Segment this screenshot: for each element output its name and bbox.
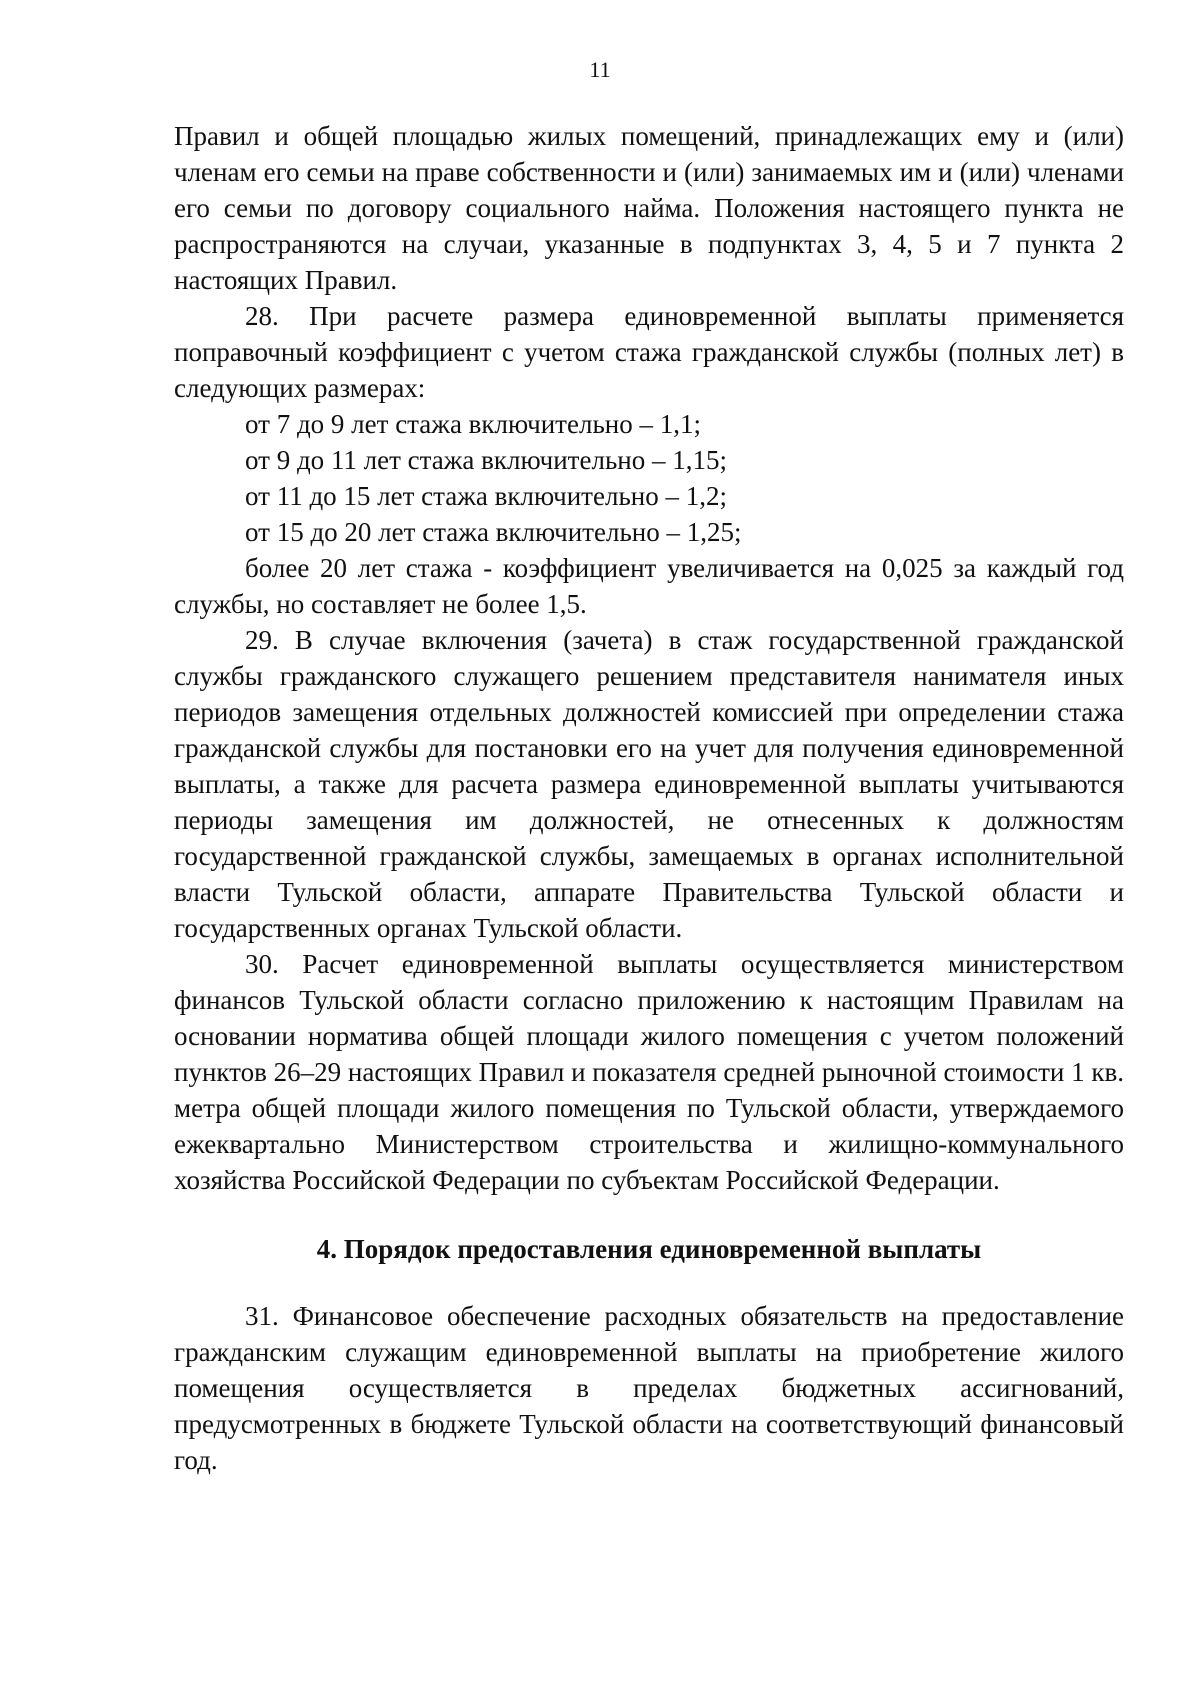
coefficient-line-7-9: от 7 до 9 лет стажа включительно – 1,1; xyxy=(245,409,701,439)
paragraph-continuation: Правил и общей площадью жилых помещений, принадлежащих ему и (или) членам его семьи на праве собственности и (или) занимаемых им и (или) членами его семьи по договору социального найма. Положения настоящего пункта не распространяются на случаи, указанные в подпунктах 3, 4, 5 и 7 пункта 2 настоящих Правил. xyxy=(174,121,1124,295)
paragraph-31: 31. Финансовое обеспечение расходных обязательств на предоставление гражданским служащим единовременной выплаты на приобретение жилого помещения осуществляется в пределах бюджетных ассигнований, предусмотренных в бюджете Тульской области на соответствующий финансовый год. xyxy=(174,1301,1124,1475)
coefficient-line-9-11: от 9 до 11 лет стажа включительно – 1,15; xyxy=(245,445,727,475)
paragraph-29: 29. В случае включения (зачета) в стаж государственной гражданской службы гражданского служащего решением представителя нанимателя иных периодов замещения отдельных должностей комиссией при определении стажа гражданской службы для постановки его на учет для получения единовременной выплаты, а также для расчета размера единовременной выплаты учитываются периоды замещения им должностей, не отнесенных к должностям государственной гражданской службы, замещаемых в органах исполнительной власти Тульской области, аппарате Правительства Тульской области и государственных органах Тульской области. xyxy=(174,625,1124,943)
coefficient-over-20: более 20 лет стажа - коэффициент увеличивается на 0,025 за каждый год службы, но составляет не более 1,5. xyxy=(174,553,1124,619)
paragraph-30: 30. Расчет единовременной выплаты осуществляется министерством финансов Тульской области согласно приложению к настоящим Правилам на основании норматива общей площади жилого помещения с учетом положений пунктов 26–29 настоящих Правил и показателя средней рыночной стоимости 1 кв. метра общей площади жилого помещения по Тульской области, утверждаемого ежеквартально Министерством строительства и жилищно-коммунального хозяйства Российской Федерации по субъектам Российской Федерации. xyxy=(174,949,1124,1195)
section-4-heading: 4. Порядок предоставления единовременной выплаты xyxy=(316,1234,982,1264)
paragraph-28: 28. При расчете размера единовременной выплаты применяется поправочный коэффициент с учетом стажа гражданской службы (полных лет) в следующих размерах: xyxy=(174,301,1124,403)
document-body xyxy=(174,118,1124,1478)
coefficient-line-11-15: от 11 до 15 лет стажа включительно – 1,2; xyxy=(245,481,727,511)
coefficient-line-15-20: от 15 до 20 лет стажа включительно – 1,25; xyxy=(245,517,742,547)
page-number: 11 xyxy=(589,57,611,82)
